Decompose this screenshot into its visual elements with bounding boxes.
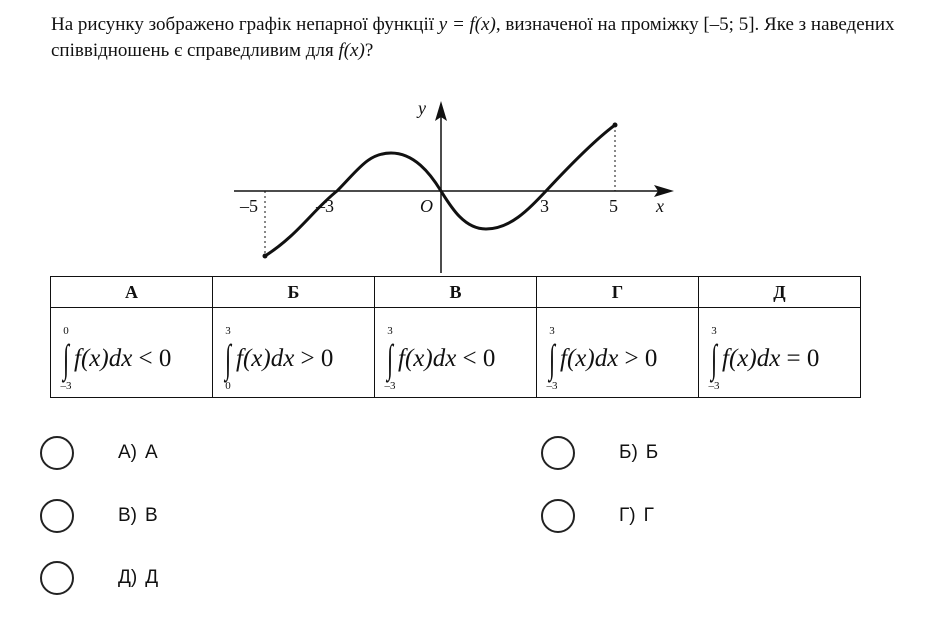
integrand: f(x)dx [722, 345, 781, 373]
formula-g [537, 308, 699, 398]
upper-limit: 3 [711, 325, 717, 338]
origin-label: O [420, 196, 433, 216]
y-axis-label: y [418, 98, 426, 118]
relation: > 0 [618, 345, 658, 373]
upper-limit: 3 [549, 325, 555, 338]
tick-label-5: 5 [609, 196, 618, 216]
answer-label: Д [145, 567, 159, 588]
answer-prefix: А) [118, 442, 137, 463]
radio-button-v[interactable] [40, 499, 74, 533]
integral-sign: ∫ [710, 336, 718, 382]
answer-prefix: В) [118, 505, 137, 526]
header-a: А [51, 277, 213, 308]
radio-button-d[interactable] [40, 561, 74, 595]
question-math-2: f(x) [338, 40, 365, 61]
question-part-1: На рисунку зображено графік непарної функції [51, 14, 439, 35]
integrand: f(x)dx [236, 345, 295, 373]
x-axis-label: x [656, 196, 664, 216]
header-v: В [375, 277, 537, 308]
relation: < 0 [456, 345, 496, 373]
formula-v [375, 308, 537, 398]
formula-b [213, 308, 375, 398]
lower-limit: –3 [546, 380, 558, 393]
answer-prefix: Б) [619, 442, 638, 463]
integrand: f(x)dx [398, 345, 457, 373]
question-math-1: y = f(x) [438, 14, 496, 35]
formula-d [699, 308, 861, 398]
answer-label: Б [645, 442, 659, 463]
integrand: f(x)dx [74, 345, 133, 373]
relation: > 0 [294, 345, 334, 373]
integrand: f(x)dx [560, 345, 619, 373]
answer-option-g[interactable] [541, 499, 654, 533]
answer-label: Г [643, 505, 654, 526]
formula-a [51, 308, 213, 398]
options-table [50, 276, 861, 398]
endpoint-right [613, 123, 618, 128]
answer-prefix: Г) [619, 505, 636, 526]
upper-limit: 0 [63, 325, 69, 338]
answer-option-b[interactable] [541, 436, 658, 470]
answer-option-v[interactable] [40, 499, 158, 533]
tick-label-3: 3 [540, 196, 549, 216]
relation: < 0 [132, 345, 172, 373]
endpoint-left [263, 254, 268, 259]
question-part-2: , визначеної на проміжку [–5; 5]. Яке з наведених співвідношень є справедливим для [51, 14, 895, 61]
answer-label: А [145, 442, 158, 463]
answer-prefix: Д) [118, 567, 138, 588]
radio-button-a[interactable] [40, 436, 74, 470]
integral-sign: ∫ [62, 336, 70, 382]
question-part-3: ? [364, 40, 374, 61]
lower-limit: 0 [225, 380, 231, 393]
options-formula-row [51, 308, 861, 398]
header-d: Д [699, 277, 861, 308]
integral-sign: ∫ [224, 336, 232, 382]
radio-button-g[interactable] [541, 499, 575, 533]
tick-label-neg3: –3 [316, 196, 334, 216]
answer-label: В [145, 505, 158, 526]
integral-sign: ∫ [548, 336, 556, 382]
integral-sign: ∫ [386, 336, 394, 382]
answer-option-a[interactable] [40, 436, 158, 470]
options-header-row [51, 277, 861, 308]
relation: = 0 [780, 345, 820, 373]
upper-limit: 3 [387, 325, 393, 338]
tick-label-neg5: –5 [240, 196, 258, 216]
lower-limit: –3 [708, 380, 720, 393]
answer-option-d[interactable] [40, 561, 158, 595]
lower-limit: –3 [60, 380, 72, 393]
lower-limit: –3 [384, 380, 396, 393]
upper-limit: 3 [225, 325, 231, 338]
radio-button-b[interactable] [541, 436, 575, 470]
function-graph [228, 95, 688, 275]
header-b: Б [213, 277, 375, 308]
header-g: Г [537, 277, 699, 308]
question-text [51, 12, 911, 64]
